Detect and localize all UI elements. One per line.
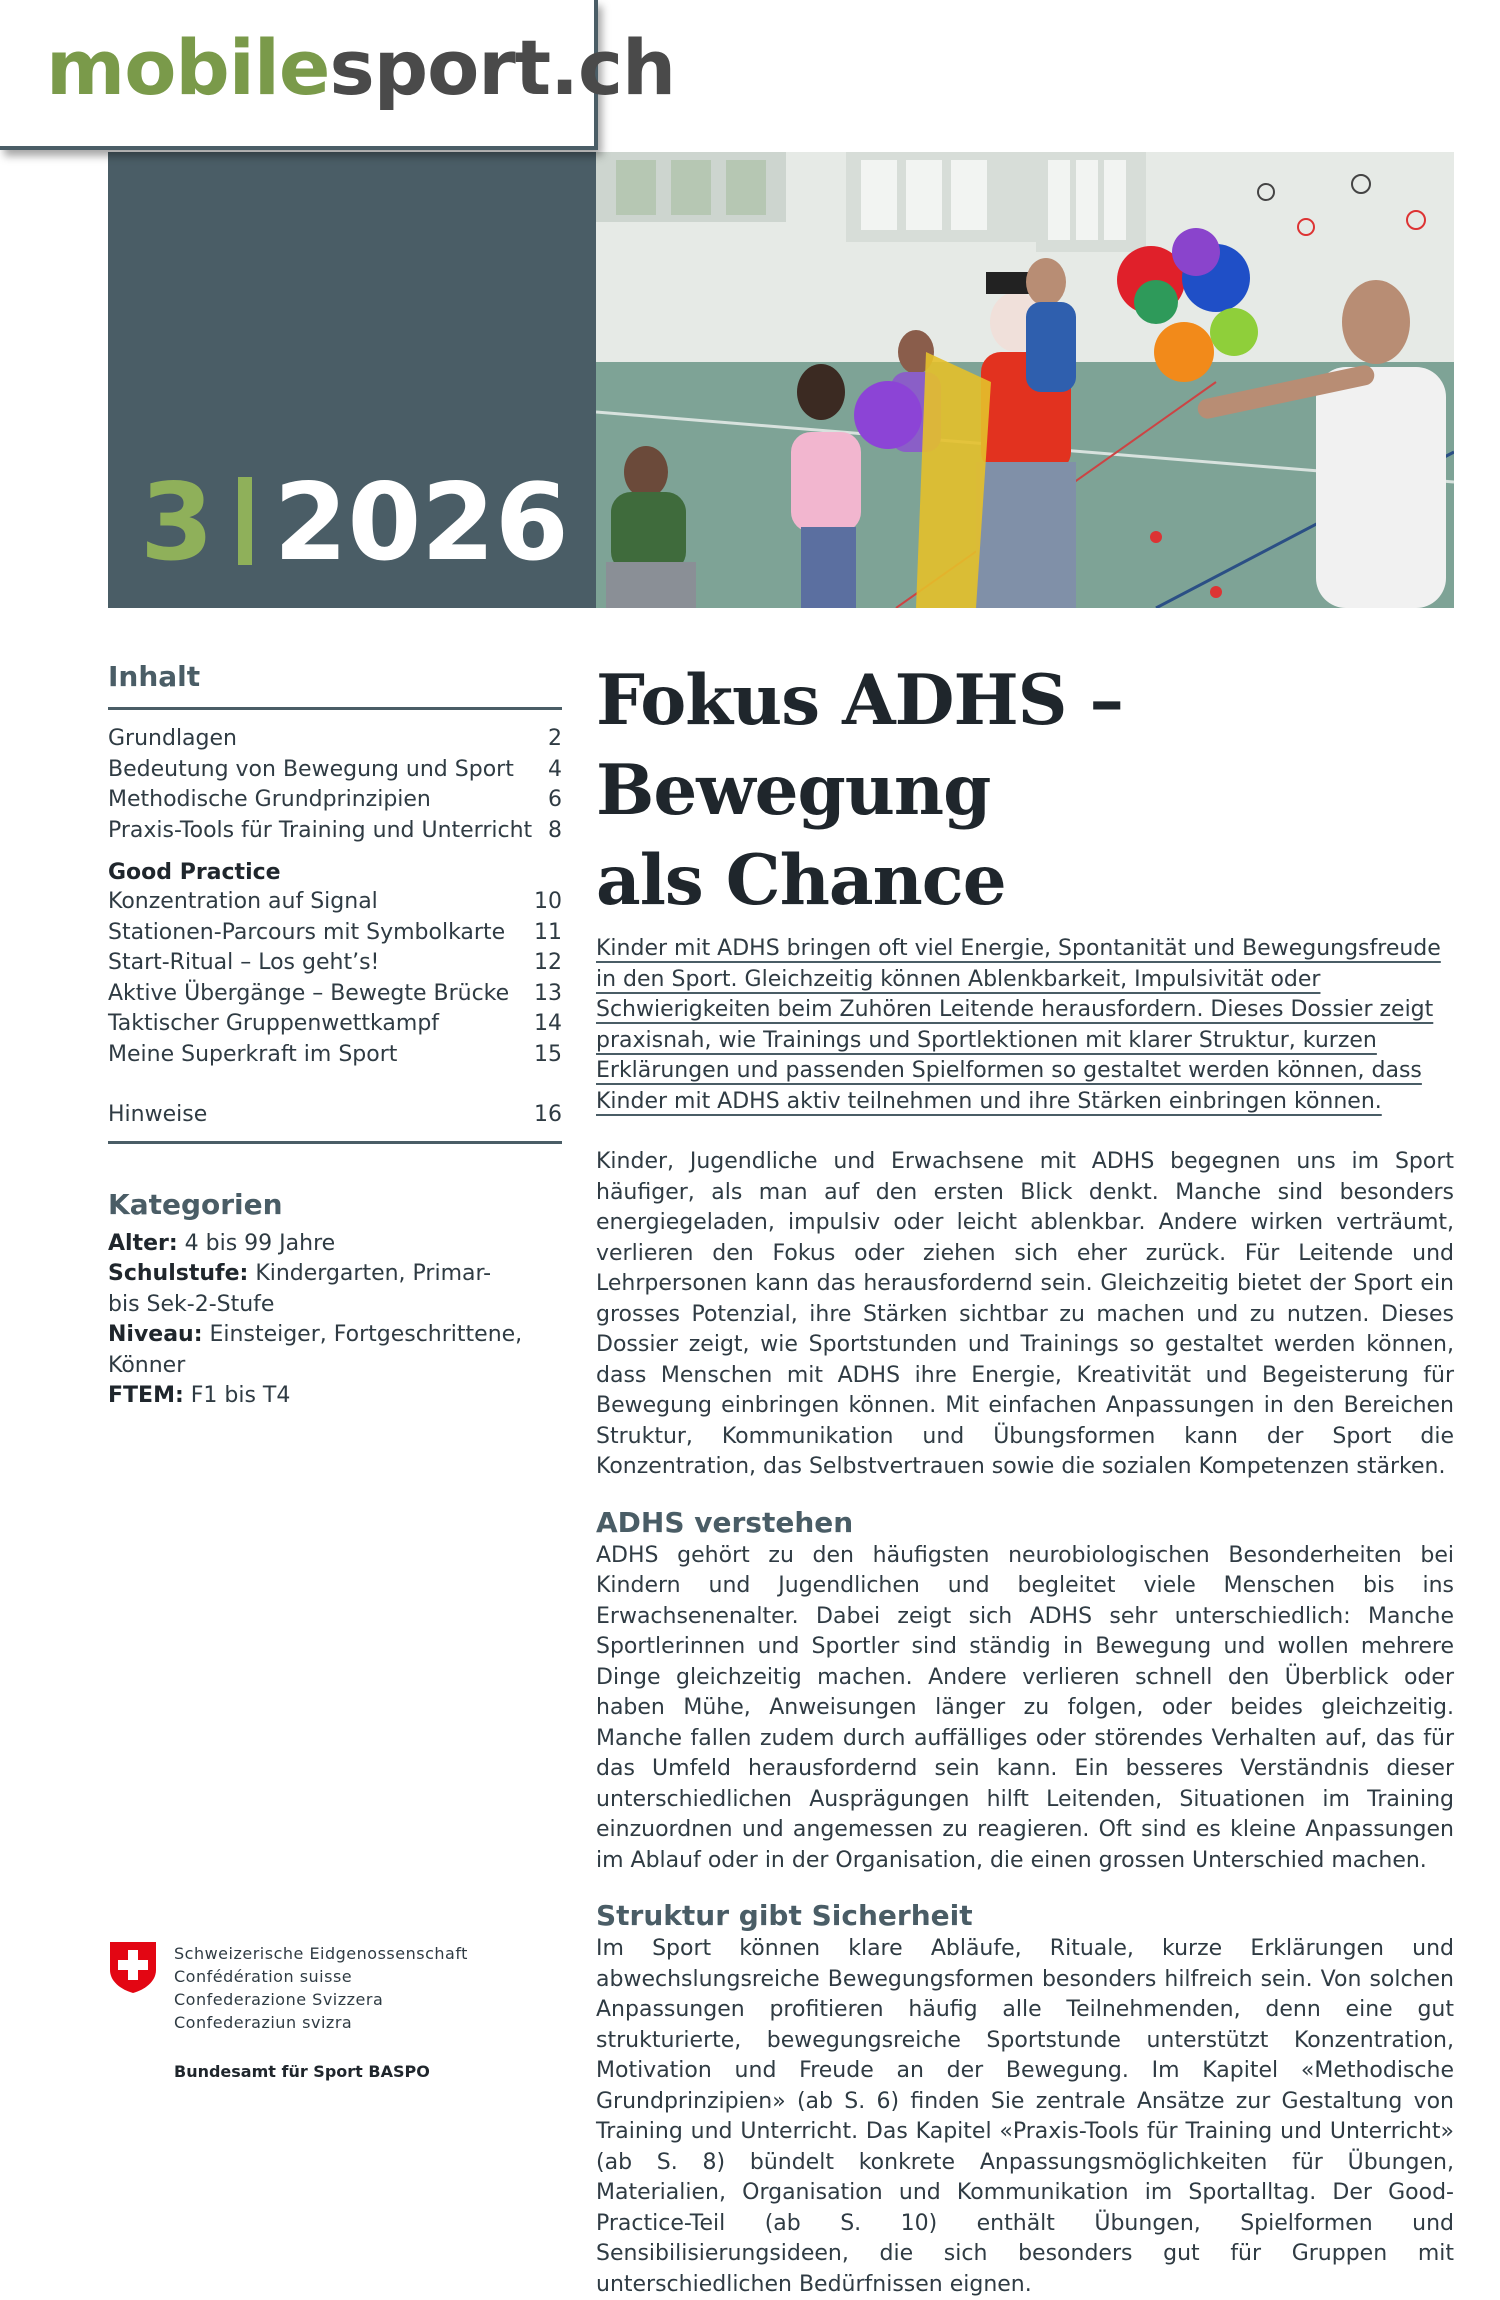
- confederation-names: Schweizerische Eidgenossenschaft Confédération suisse Confederazione Svizzera Confederaziun svizra: [174, 1944, 468, 2032]
- article-title: Fokus ADHS – Bewegung als Chance: [596, 660, 1123, 921]
- category-school-cont: bis Sek-2-Stufe: [108, 1291, 275, 1317]
- toc-item[interactable]: Taktischer Gruppenwettkampf 14: [108, 1011, 562, 1036]
- article-intro: Kinder, Jugendliche und Erwachsene mit ADHS begegnen uns im Sport häufiger, als man auf den ersten Blick denkt. Manche sind besonders energiegeladen, impulsiv oder leicht ablenkbar. Andere wirken verträumt, verlieren den Fokus oder ziehen sich eher zurück. Für Leitende und Lehrpersonen kann das herausfordernd sein. Gleichzeitig bietet der Sport ein grosses Potenzial, ihre Stärken sichtbar zu machen und zu nutzen. Dieses Dossier zeigt, wie Sportstunden und Trainings so gestaltet werden können, dass Menschen mit ADHS ihre Energie, Kreativität und Begeisterung für Bewegung einbringen können. Mit einfachen Anpassungen in den Bereichen Struktur, Kommunikation und Übungsformen kann der Sport die Konzentration, das Selbstvertrauen sowie die sozialen Kompetenzen stärken.: [596, 1149, 1454, 1479]
- notes-list: [108, 1100, 562, 1141]
- categories-list: [108, 1229, 562, 1412]
- left-column: [108, 660, 562, 1412]
- toc-list: [108, 724, 562, 846]
- issue-divider: [238, 477, 252, 565]
- section-text-structure: Im Sport können klare Abläufe, Rituale, kurze Erklärungen und abwechslungsreiche Bewegungsformen besonders hilfreich sein. Von solchen Anpassungen profitieren häufig alle Teilnehmenden, denn eine gut strukturierte, bewegungsreiche Sportstunde unterstützt Konzentration, Motivation und Freude an der Bewegung. Im Kapitel «Methodische Grundprinzipien» (ab S. 6) finden Sie zentrale Ansätze zur Gestaltung von Training und Unterricht. Das Kapitel «Praxis-Tools für Training und Unterricht» (ab S. 8) bündelt konkrete Anpassungsmöglichkeiten für Übungen, Materialien, Organisation und Kommunikation im Sportalltag. Der Good-Practice-Teil (ab S. 10) enthält Übungen, Spielformen und Sensibilisierungsideen, die sich besonders gut für Gruppen mit unterschiedlichen Bedürfnissen eignen.: [596, 1936, 1454, 2297]
- toc-item[interactable]: Aktive Übergänge – Bewegte Brücke 13: [108, 980, 562, 1006]
- toc-item-notes[interactable]: Hinweise 16: [108, 1102, 562, 1127]
- categories-title: Kategorien: [108, 1187, 283, 1221]
- toc-bottom-rule: [108, 1141, 562, 1144]
- toc-title: Inhalt: [108, 660, 201, 693]
- section-heading-structure: Struktur gibt Sicherheit: [596, 1899, 973, 1932]
- toc-top-rule: [108, 707, 562, 710]
- office-name: Bundesamt für Sport BASPO: [174, 2062, 430, 2081]
- toc-item[interactable]: Meine Superkraft im Sport 15: [108, 1041, 562, 1067]
- issue-box: [108, 152, 596, 608]
- article: [596, 656, 1454, 2300]
- hero-photo: [596, 152, 1454, 608]
- toc-item[interactable]: Stationen-Parcours mit Symbolkarte 11: [108, 919, 562, 945]
- toc-item[interactable]: Start-Ritual – Los geht’s! 12: [108, 950, 562, 975]
- issue-label: [140, 461, 569, 584]
- section-text-adhs: ADHS gehört zu den häufigsten neurobiologischen Besonderheiten bei Kindern und Jugendlichen und begleitet viele Menschen bis ins Erwachsenenalter. Dabei zeigt sich ADHS sehr unterschiedlich: Manche Sportlerinnen und Sportler sind ständig in Bewegung und wollen mehrere Dinge gleichzeitig machen. Andere verlieren schnell den Überblick oder haben Mühe, Anweisungen länger zu folgen, oder beides gleichzeitig. Manche fallen zudem durch auffälliges oder störendes Verhalten auf, das für das Umfeld herausfordernd sein kann. Ein besseres Verständnis dieser unterschiedlichen Ausprägungen hilft Leitenden, Situationen im Training einzuordnen und angemessen zu reagieren. Oft sind es kleine Anpassungen im Ablauf oder in der Organisation, die einen grossen Unterschied machen.: [596, 1542, 1454, 1873]
- mobilesport-logo[interactable]: mobilesport.ch: [46, 23, 676, 112]
- good-practice-heading: Good Practice: [108, 860, 281, 885]
- category-ftem: FTEM: F1 bis T4: [108, 1383, 291, 1408]
- category-age: Alter: 4 bis 99 Jahre: [108, 1230, 336, 1256]
- issue-year: 2026: [273, 461, 569, 584]
- toc-item[interactable]: Praxis-Tools für Training und Unterricht 8: [108, 817, 562, 843]
- category-school: Schulstufe: Kindergarten, Primar-: [108, 1261, 492, 1286]
- section-heading-adhs: ADHS verstehen: [596, 1505, 854, 1539]
- category-level-cont: Könner: [108, 1352, 186, 1378]
- article-lead: Kinder mit ADHS bringen oft viel Energie, Spontanität und Bewegungsfreude in den Sport. Gleichzeitig können Ablenkbarkeit, Impulsivität oder Schwierigkeiten beim Zuhören Leitende herausfordern. Dieses Dossier zeigt praxisnah, wie Trainings und Sportlektionen mit klarer Struktur, kurzen Erklärungen und passenden Spielformen so gestaltet werden können, dass Kinder mit ADHS aktiv teilnehmen und ihre Stärken einbringen können.: [596, 936, 1441, 1114]
- logo-tab: [0, 0, 676, 150]
- swiss-cross-icon: [108, 1940, 158, 1994]
- toc-item[interactable]: Grundlagen 2: [108, 726, 562, 751]
- category-level: Niveau: Einsteiger, Fortgeschrittene,: [108, 1322, 523, 1347]
- good-practice-list: [108, 887, 562, 1070]
- toc-item[interactable]: Konzentration auf Signal 10: [108, 889, 562, 914]
- issue-number: 3: [140, 461, 214, 584]
- toc-item[interactable]: Methodische Grundprinzipien 6: [108, 787, 562, 812]
- toc-item[interactable]: Bedeutung von Bewegung und Sport 4: [108, 756, 562, 782]
